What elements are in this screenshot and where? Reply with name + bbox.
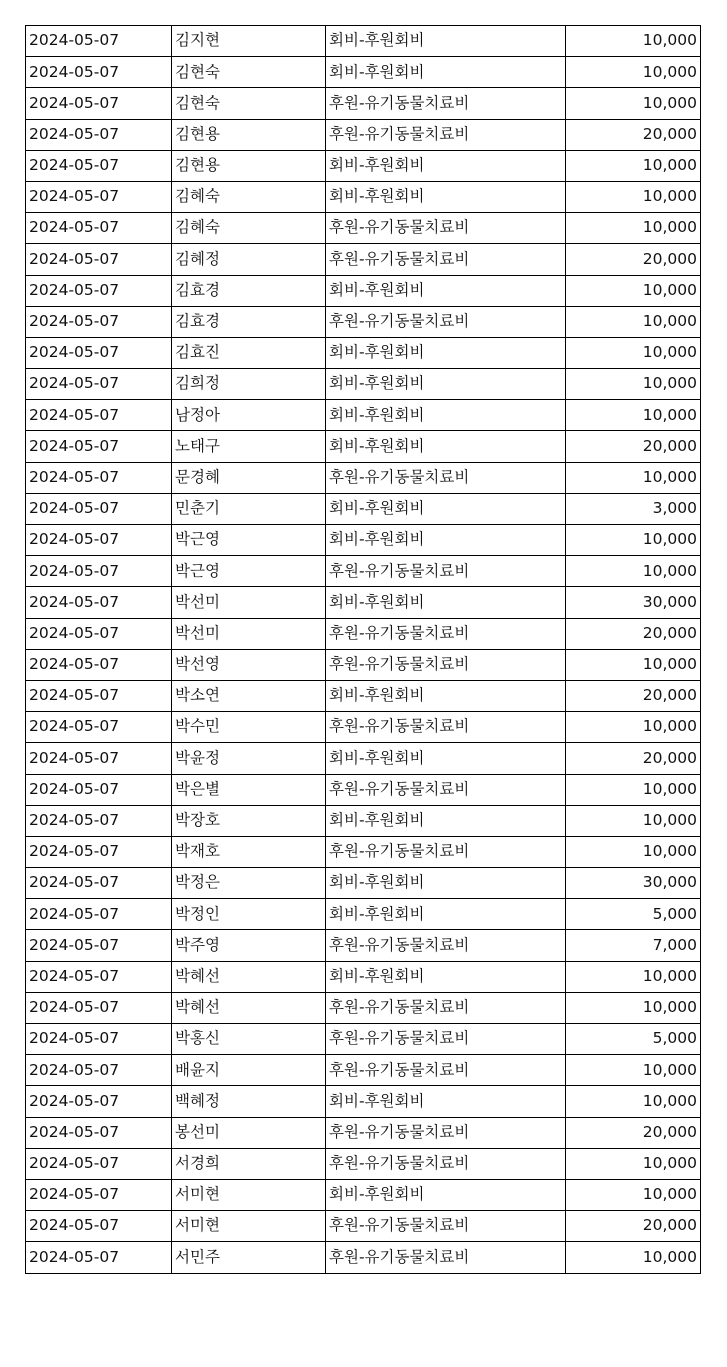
- item-cell: 후원-유기동물치료비: [326, 306, 566, 337]
- date-cell: 2024-05-07: [26, 244, 172, 275]
- amount-cell: 10,000: [566, 836, 701, 867]
- table-row: [26, 1086, 701, 1117]
- amount-cell: 20,000: [566, 119, 701, 150]
- date-cell: 2024-05-07: [26, 181, 172, 212]
- date-cell: 2024-05-07: [26, 26, 172, 57]
- table-row: [26, 680, 701, 711]
- name-cell: 민춘기: [172, 493, 326, 524]
- table-row: [26, 57, 701, 88]
- item-cell: 회비-후원회비: [326, 899, 566, 930]
- amount-cell: 10,000: [566, 1148, 701, 1179]
- date-cell: 2024-05-07: [26, 400, 172, 431]
- name-cell: 서미현: [172, 1179, 326, 1210]
- amount-cell: 20,000: [566, 743, 701, 774]
- amount-cell: 20,000: [566, 1211, 701, 1242]
- date-cell: 2024-05-07: [26, 1211, 172, 1242]
- table-row: [26, 1242, 701, 1273]
- table-row: [26, 556, 701, 587]
- table-row: [26, 743, 701, 774]
- item-cell: 후원-유기동물치료비: [326, 556, 566, 587]
- table-row: [26, 930, 701, 961]
- item-cell: 회비-후원회비: [326, 150, 566, 181]
- item-cell: 후원-유기동물치료비: [326, 649, 566, 680]
- table-row: [26, 119, 701, 150]
- name-cell: 박선미: [172, 587, 326, 618]
- amount-cell: 10,000: [566, 1242, 701, 1273]
- table-row: [26, 618, 701, 649]
- amount-cell: 10,000: [566, 337, 701, 368]
- name-cell: 박재호: [172, 836, 326, 867]
- table-row: [26, 181, 701, 212]
- item-cell: 회비-후원회비: [326, 337, 566, 368]
- name-cell: 노태구: [172, 431, 326, 462]
- amount-cell: 10,000: [566, 181, 701, 212]
- name-cell: 김혜숙: [172, 213, 326, 244]
- amount-cell: 20,000: [566, 431, 701, 462]
- name-cell: 문경혜: [172, 462, 326, 493]
- name-cell: 백혜정: [172, 1086, 326, 1117]
- table-row: [26, 213, 701, 244]
- date-cell: 2024-05-07: [26, 493, 172, 524]
- amount-cell: 10,000: [566, 57, 701, 88]
- item-cell: 후원-유기동물치료비: [326, 992, 566, 1023]
- table-row: [26, 774, 701, 805]
- item-cell: 후원-유기동물치료비: [326, 88, 566, 119]
- table-row: [26, 525, 701, 556]
- amount-cell: 10,000: [566, 805, 701, 836]
- date-cell: 2024-05-07: [26, 88, 172, 119]
- item-cell: 후원-유기동물치료비: [326, 462, 566, 493]
- table-row: [26, 1117, 701, 1148]
- item-cell: 후원-유기동물치료비: [326, 1211, 566, 1242]
- date-cell: 2024-05-07: [26, 618, 172, 649]
- date-cell: 2024-05-07: [26, 868, 172, 899]
- table-row: [26, 462, 701, 493]
- item-cell: 후원-유기동물치료비: [326, 712, 566, 743]
- table-row: [26, 1024, 701, 1055]
- date-cell: 2024-05-07: [26, 1148, 172, 1179]
- date-cell: 2024-05-07: [26, 213, 172, 244]
- date-cell: 2024-05-07: [26, 774, 172, 805]
- name-cell: 김현숙: [172, 88, 326, 119]
- amount-cell: 20,000: [566, 618, 701, 649]
- name-cell: 서경희: [172, 1148, 326, 1179]
- amount-cell: 10,000: [566, 26, 701, 57]
- date-cell: 2024-05-07: [26, 930, 172, 961]
- date-cell: 2024-05-07: [26, 1024, 172, 1055]
- table-row: [26, 992, 701, 1023]
- item-cell: 회비-후원회비: [326, 57, 566, 88]
- item-cell: 후원-유기동물치료비: [326, 1242, 566, 1273]
- amount-cell: 10,000: [566, 1086, 701, 1117]
- name-cell: 봉선미: [172, 1117, 326, 1148]
- item-cell: 후원-유기동물치료비: [326, 1148, 566, 1179]
- date-cell: 2024-05-07: [26, 712, 172, 743]
- name-cell: 박근영: [172, 525, 326, 556]
- name-cell: 박선영: [172, 649, 326, 680]
- ledger-body: [26, 26, 701, 1274]
- table-row: [26, 369, 701, 400]
- date-cell: 2024-05-07: [26, 431, 172, 462]
- name-cell: 박혜선: [172, 992, 326, 1023]
- amount-cell: 5,000: [566, 1024, 701, 1055]
- amount-cell: 10,000: [566, 1055, 701, 1086]
- date-cell: 2024-05-07: [26, 369, 172, 400]
- amount-cell: 10,000: [566, 400, 701, 431]
- date-cell: 2024-05-07: [26, 525, 172, 556]
- name-cell: 남정아: [172, 400, 326, 431]
- table-row: [26, 712, 701, 743]
- amount-cell: 10,000: [566, 1179, 701, 1210]
- name-cell: 배윤지: [172, 1055, 326, 1086]
- amount-cell: 10,000: [566, 961, 701, 992]
- date-cell: 2024-05-07: [26, 337, 172, 368]
- date-cell: 2024-05-07: [26, 992, 172, 1023]
- amount-cell: 10,000: [566, 712, 701, 743]
- name-cell: 박소연: [172, 680, 326, 711]
- name-cell: 박정인: [172, 899, 326, 930]
- table-row: [26, 1179, 701, 1210]
- name-cell: 김효경: [172, 306, 326, 337]
- name-cell: 김희정: [172, 369, 326, 400]
- table-row: [26, 868, 701, 899]
- item-cell: 후원-유기동물치료비: [326, 1024, 566, 1055]
- name-cell: 김현용: [172, 150, 326, 181]
- table-row: [26, 587, 701, 618]
- date-cell: 2024-05-07: [26, 899, 172, 930]
- item-cell: 후원-유기동물치료비: [326, 836, 566, 867]
- date-cell: 2024-05-07: [26, 57, 172, 88]
- item-cell: 회비-후원회비: [326, 868, 566, 899]
- date-cell: 2024-05-07: [26, 150, 172, 181]
- name-cell: 박선미: [172, 618, 326, 649]
- name-cell: 박장호: [172, 805, 326, 836]
- amount-cell: 20,000: [566, 244, 701, 275]
- table-row: [26, 88, 701, 119]
- item-cell: 회비-후원회비: [326, 275, 566, 306]
- date-cell: 2024-05-07: [26, 119, 172, 150]
- amount-cell: 20,000: [566, 680, 701, 711]
- item-cell: 회비-후원회비: [326, 805, 566, 836]
- date-cell: 2024-05-07: [26, 743, 172, 774]
- item-cell: 후원-유기동물치료비: [326, 119, 566, 150]
- table-row: [26, 337, 701, 368]
- date-cell: 2024-05-07: [26, 680, 172, 711]
- amount-cell: 10,000: [566, 992, 701, 1023]
- item-cell: 회비-후원회비: [326, 369, 566, 400]
- item-cell: 후원-유기동물치료비: [326, 1117, 566, 1148]
- table-row: [26, 26, 701, 57]
- item-cell: 회비-후원회비: [326, 680, 566, 711]
- item-cell: 회비-후원회비: [326, 961, 566, 992]
- name-cell: 서민주: [172, 1242, 326, 1273]
- item-cell: 회비-후원회비: [326, 431, 566, 462]
- amount-cell: 10,000: [566, 150, 701, 181]
- donation-ledger-table: [25, 25, 701, 1274]
- table-row: [26, 1148, 701, 1179]
- table-row: [26, 1055, 701, 1086]
- table-row: [26, 306, 701, 337]
- item-cell: 회비-후원회비: [326, 525, 566, 556]
- amount-cell: 10,000: [566, 88, 701, 119]
- name-cell: 김현용: [172, 119, 326, 150]
- amount-cell: 10,000: [566, 649, 701, 680]
- item-cell: 후원-유기동물치료비: [326, 774, 566, 805]
- amount-cell: 30,000: [566, 868, 701, 899]
- item-cell: 회비-후원회비: [326, 400, 566, 431]
- date-cell: 2024-05-07: [26, 556, 172, 587]
- table-row: [26, 649, 701, 680]
- name-cell: 서미현: [172, 1211, 326, 1242]
- name-cell: 박은별: [172, 774, 326, 805]
- amount-cell: 3,000: [566, 493, 701, 524]
- table-row: [26, 805, 701, 836]
- name-cell: 김혜정: [172, 244, 326, 275]
- table-row: [26, 899, 701, 930]
- name-cell: 박주영: [172, 930, 326, 961]
- date-cell: 2024-05-07: [26, 1242, 172, 1273]
- name-cell: 박윤정: [172, 743, 326, 774]
- name-cell: 김혜숙: [172, 181, 326, 212]
- amount-cell: 30,000: [566, 587, 701, 618]
- amount-cell: 7,000: [566, 930, 701, 961]
- amount-cell: 10,000: [566, 213, 701, 244]
- name-cell: 박홍신: [172, 1024, 326, 1055]
- item-cell: 후원-유기동물치료비: [326, 1055, 566, 1086]
- item-cell: 회비-후원회비: [326, 1179, 566, 1210]
- item-cell: 회비-후원회비: [326, 743, 566, 774]
- table-row: [26, 836, 701, 867]
- item-cell: 회비-후원회비: [326, 181, 566, 212]
- date-cell: 2024-05-07: [26, 462, 172, 493]
- table-row: [26, 150, 701, 181]
- item-cell: 후원-유기동물치료비: [326, 244, 566, 275]
- date-cell: 2024-05-07: [26, 306, 172, 337]
- date-cell: 2024-05-07: [26, 836, 172, 867]
- name-cell: 박수민: [172, 712, 326, 743]
- table-row: [26, 961, 701, 992]
- amount-cell: 10,000: [566, 774, 701, 805]
- name-cell: 김현숙: [172, 57, 326, 88]
- table-row: [26, 400, 701, 431]
- date-cell: 2024-05-07: [26, 275, 172, 306]
- table-row: [26, 244, 701, 275]
- table-row: [26, 493, 701, 524]
- name-cell: 김효진: [172, 337, 326, 368]
- amount-cell: 10,000: [566, 306, 701, 337]
- date-cell: 2024-05-07: [26, 1086, 172, 1117]
- table-row: [26, 1211, 701, 1242]
- amount-cell: 5,000: [566, 899, 701, 930]
- amount-cell: 10,000: [566, 556, 701, 587]
- date-cell: 2024-05-07: [26, 961, 172, 992]
- name-cell: 박혜선: [172, 961, 326, 992]
- item-cell: 후원-유기동물치료비: [326, 930, 566, 961]
- table-row: [26, 431, 701, 462]
- date-cell: 2024-05-07: [26, 1179, 172, 1210]
- date-cell: 2024-05-07: [26, 649, 172, 680]
- name-cell: 박근영: [172, 556, 326, 587]
- name-cell: 김효경: [172, 275, 326, 306]
- date-cell: 2024-05-07: [26, 1117, 172, 1148]
- date-cell: 2024-05-07: [26, 805, 172, 836]
- amount-cell: 10,000: [566, 462, 701, 493]
- amount-cell: 10,000: [566, 525, 701, 556]
- amount-cell: 20,000: [566, 1117, 701, 1148]
- item-cell: 후원-유기동물치료비: [326, 213, 566, 244]
- item-cell: 회비-후원회비: [326, 26, 566, 57]
- name-cell: 김지현: [172, 26, 326, 57]
- date-cell: 2024-05-07: [26, 1055, 172, 1086]
- item-cell: 회비-후원회비: [326, 587, 566, 618]
- amount-cell: 10,000: [566, 369, 701, 400]
- date-cell: 2024-05-07: [26, 587, 172, 618]
- item-cell: 후원-유기동물치료비: [326, 618, 566, 649]
- table-row: [26, 275, 701, 306]
- amount-cell: 10,000: [566, 275, 701, 306]
- name-cell: 박정은: [172, 868, 326, 899]
- item-cell: 회비-후원회비: [326, 1086, 566, 1117]
- item-cell: 회비-후원회비: [326, 493, 566, 524]
